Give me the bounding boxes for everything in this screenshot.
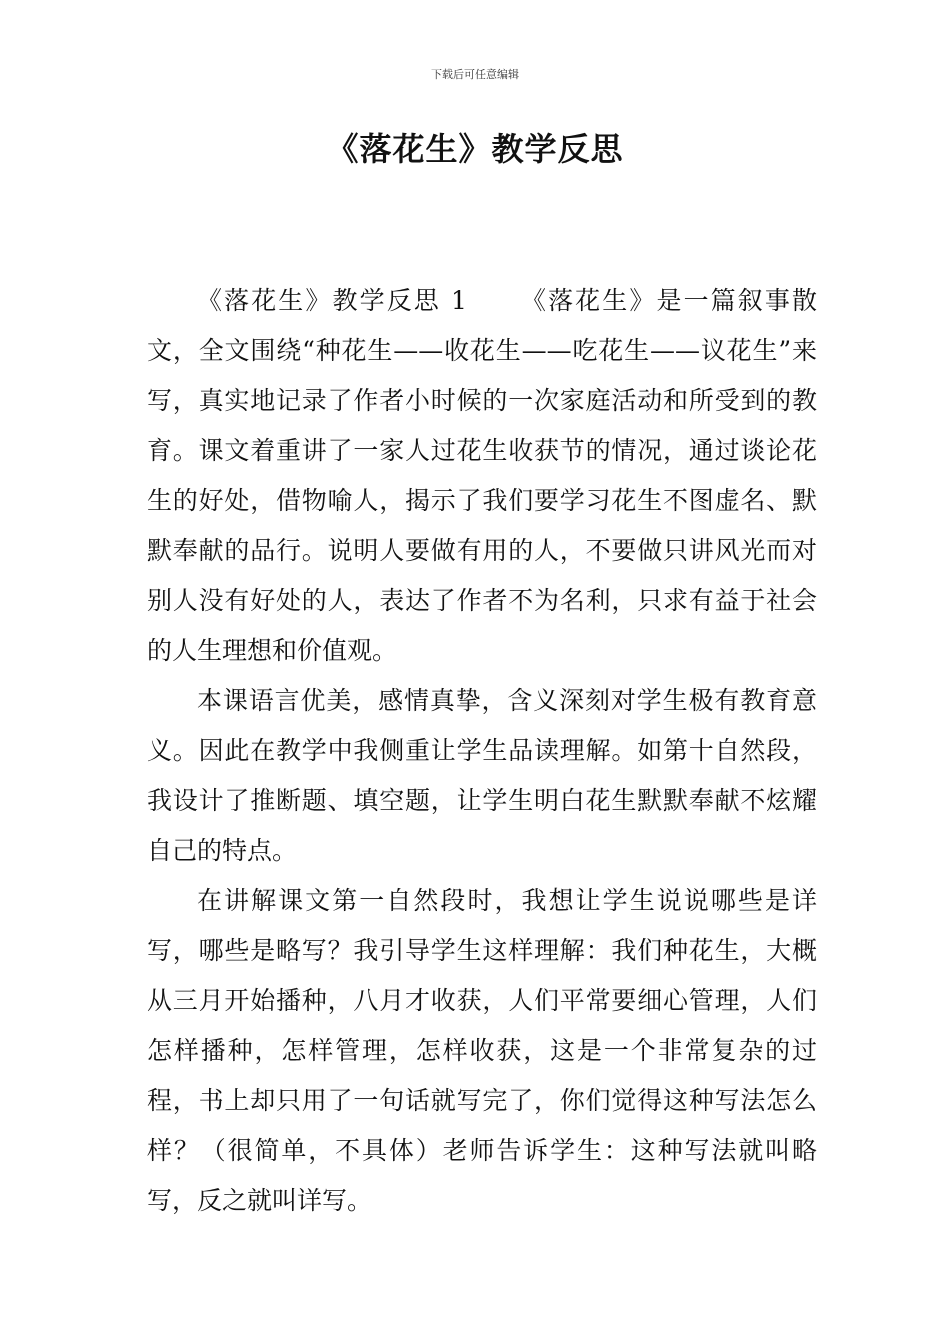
section-heading: 《落花生》教学反思 1 [197,286,467,315]
document-body [147,276,817,1226]
paragraph-3: 在讲解课文第一自然段时，我想让学生说说哪些是详写，哪些是略写？我引导学生这样理解：我们种花生，大概从三月开始播种，八月才收获，人们平常要细心管理，人们怎样播种，怎样管理，怎样收获，这是一个非常复杂的过程，书上却只用了一句话就写完了，你们觉得这种写法怎么样？（很简单，不具体）老师告诉学生：这种写法就叫略写，反之就叫详写。 [147,886,817,1215]
header-note: 下载后可任意编辑 [431,68,519,81]
document-title: 《落花生》教学反思 [326,130,624,168]
paragraph-1-text: 《落花生》是一篇叙事散文，全文围绕“种花生——收花生——吃花生——议花生”来写，真实地记录了作者小时候的一次家庭活动和所受到的教育。课文着重讲了一家人过花生收获节的情况，通过谈论花生的好处，借物喻人，揭示了我们要学习花生不图虚名、默默奉献的品行。说明人要做有用的人，不要做只讲风光而对别人没有好处的人，表达了作者不为名利，只求有益于社会的人生理想和价值观。 [147,286,817,665]
paragraph-1 [147,276,817,676]
paragraph-2: 本课语言优美，感情真挚，含义深刻对学生极有教育意义。因此在教学中我侧重让学生品读理解。如第十自然段，我设计了推断题、填空题，让学生明白花生默默奉献不炫耀自己的特点。 [147,686,817,865]
